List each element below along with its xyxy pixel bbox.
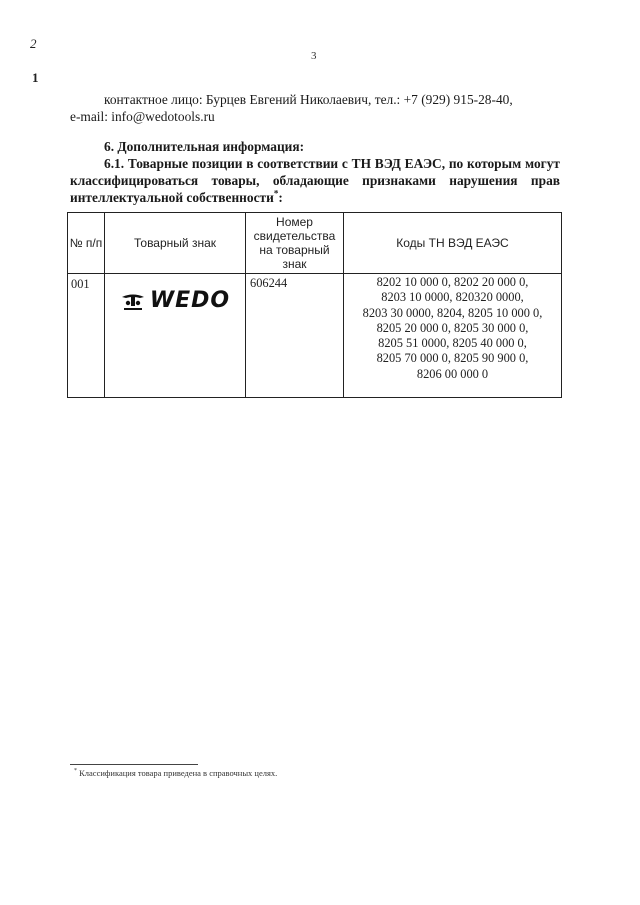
footnote-mark: * xyxy=(74,768,77,775)
margin-handwritten-mark: 1 xyxy=(32,70,39,85)
table-header-row xyxy=(68,213,562,274)
codes-table xyxy=(67,212,562,398)
code-line: 8205 70 000 0, 8205 90 900 0, xyxy=(376,351,529,366)
section-subheading xyxy=(70,155,560,206)
header-codes: Коды ТН ВЭД ЕАЭС xyxy=(344,213,562,274)
wedo-logo xyxy=(120,288,230,313)
section-heading: 6. Дополнительная информация: xyxy=(104,139,305,154)
table-row xyxy=(68,274,562,398)
code-line: 8205 20 000 0, 8205 30 000 0, xyxy=(376,320,529,335)
code-line: 8203 30 0000, 8204, 8205 10 000 0, xyxy=(362,305,543,320)
row-codes xyxy=(344,274,562,398)
row-certificate: 606244 xyxy=(246,274,344,398)
code-line: 8205 51 0000, 8205 40 000 0, xyxy=(378,336,527,351)
footnote-text: Классификация товара приведена в справочных целях. xyxy=(79,768,278,778)
page-number: 3 xyxy=(311,50,317,62)
header-num: № п/п xyxy=(68,213,105,274)
margin-handwritten-mark: 2 xyxy=(30,36,37,51)
footnote-reference: * xyxy=(273,188,279,199)
header-certificate: Номер свидетельства на товарный знак xyxy=(246,213,344,274)
row-num: 001 xyxy=(68,274,105,398)
subheading-text: 6.1. Товарные позиции в соответствии с ТН ВЭД ЕАЭС, по которым могут классифицироваться товары, обладающие признаками нарушения прав интеллектуальной собственности xyxy=(70,156,560,205)
code-line: 8202 10 000 0, 8202 20 000 0, xyxy=(376,275,529,289)
wedo-logo-icon xyxy=(120,291,146,311)
subheading-colon: : xyxy=(278,190,283,205)
code-line: 8206 00 000 0 xyxy=(416,366,489,381)
code-line: 8203 10 0000, 820320 0000, xyxy=(381,290,524,305)
additional-info-section xyxy=(70,138,560,206)
footnote-divider xyxy=(70,764,198,765)
footnote xyxy=(74,768,277,778)
row-trademark xyxy=(105,274,246,398)
contact-email-line: e-mail: info@wedotools.ru xyxy=(70,109,215,124)
contact-block xyxy=(70,91,560,125)
wedo-logo-text: WEDO xyxy=(149,288,231,313)
contact-line: контактное лицо: Бурцев Евгений Николаевич, тел.: +7 (929) 915-28-40, xyxy=(104,92,513,107)
header-trademark: Товарный знак xyxy=(105,213,246,274)
